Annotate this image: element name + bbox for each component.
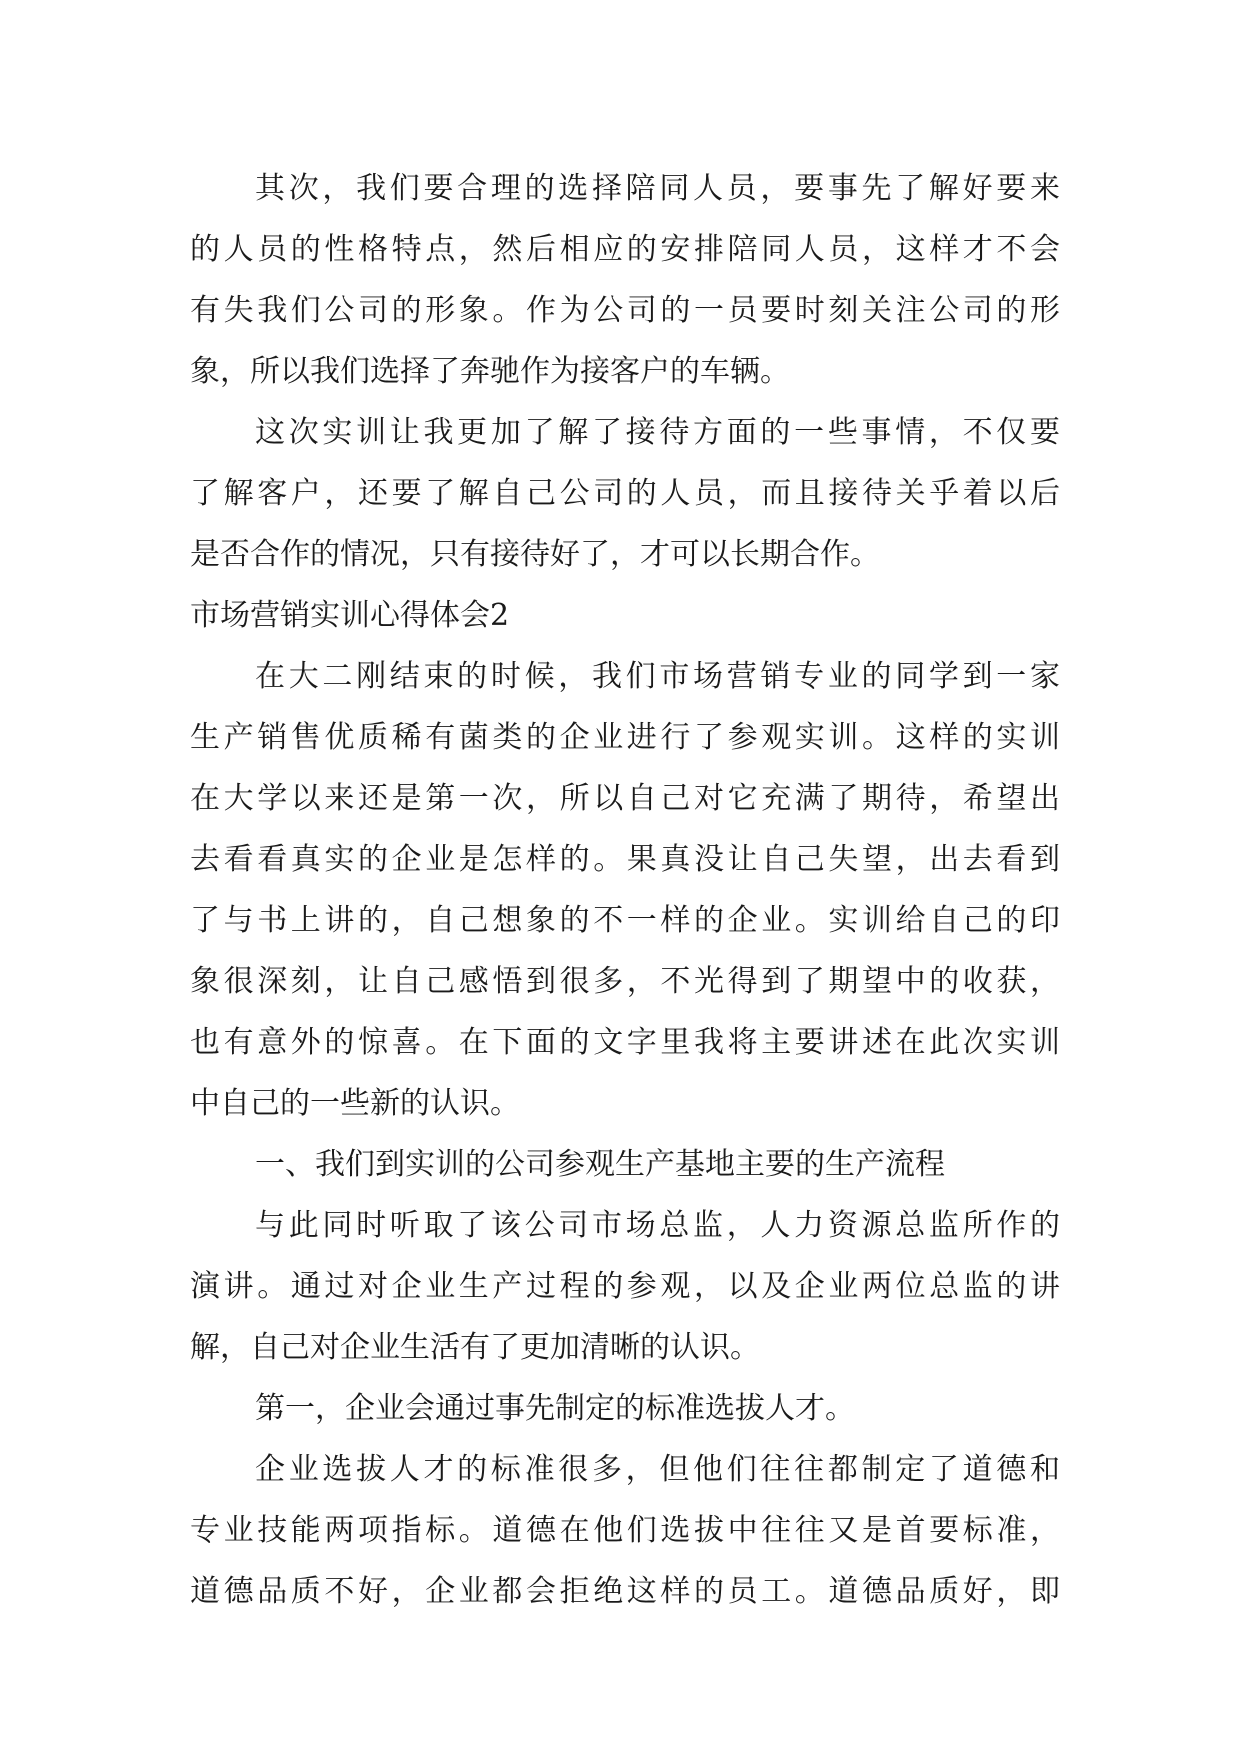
- text-line: 在大学以来还是第一次，所以自己对它充满了期待，希望出: [190, 781, 1060, 816]
- text-line: 是否合作的情况，只有接待好了，才可以长期合作。: [190, 537, 880, 572]
- text-line: 生产销售优质稀有菌类的企业进行了参观实训。这样的实训: [190, 720, 1060, 755]
- text-line: 这次实训让我更加了解了接待方面的一些事情，不仅要: [255, 415, 1060, 450]
- section-heading: 市场营销实训心得体会2: [190, 598, 510, 633]
- text-line: 演讲。通过对企业生产过程的参观，以及企业两位总监的讲: [190, 1269, 1060, 1304]
- text-line: 第一，企业会通过事先制定的标准选拔人才。: [255, 1391, 855, 1426]
- text-line: 专业技能两项指标。道德在他们选拔中往往又是首要标准，: [190, 1513, 1060, 1548]
- paragraph-5: [190, 1195, 1060, 1378]
- text-line: 有失我们公司的形象。作为公司的一员要时刻关注公司的形: [190, 293, 1060, 328]
- paragraph-2: [190, 402, 1060, 585]
- text-line: 其次，我们要合理的选择陪同人员，要事先了解好要来: [255, 171, 1060, 206]
- paragraph-1: [190, 158, 1060, 402]
- text-line: 与此同时听取了该公司市场总监，人力资源总监所作的: [255, 1208, 1060, 1243]
- text-line: 企业选拔人才的标准很多，但他们往往都制定了道德和: [255, 1452, 1060, 1487]
- paragraph-3: [190, 646, 1060, 1134]
- text-line: 了与书上讲的，自己想象的不一样的企业。实训给自己的印: [190, 903, 1060, 938]
- text-line: 的人员的性格特点，然后相应的安排陪同人员，这样才不会: [190, 232, 1060, 267]
- text-line: 解，自己对企业生活有了更加清晰的认识。: [190, 1330, 760, 1365]
- text-line: 象，所以我们选择了奔驰作为接客户的车辆。: [190, 354, 790, 389]
- paragraph-7: [190, 1439, 1060, 1622]
- document-page: [190, 158, 1060, 1622]
- paragraph-6: [190, 1378, 1060, 1439]
- text-line: 去看看真实的企业是怎样的。果真没让自己失望，出去看到: [190, 842, 1060, 877]
- text-line: 道德品质不好，企业都会拒绝这样的员工。道德品质好，即: [190, 1574, 1060, 1609]
- text-line: 了解客户，还要了解自己公司的人员，而且接待关乎着以后: [190, 476, 1060, 511]
- text-line: 也有意外的惊喜。在下面的文字里我将主要讲述在此次实训: [190, 1025, 1060, 1060]
- text-line: 中自己的一些新的认识。: [190, 1086, 520, 1121]
- text-line: 象很深刻，让自己感悟到很多，不光得到了期望中的收获，: [190, 964, 1060, 999]
- text-line: 一、我们到实训的公司参观生产基地主要的生产流程: [255, 1147, 945, 1182]
- paragraph-4: [190, 1134, 1060, 1195]
- text-line: 在大二刚结束的时候，我们市场营销专业的同学到一家: [255, 659, 1060, 694]
